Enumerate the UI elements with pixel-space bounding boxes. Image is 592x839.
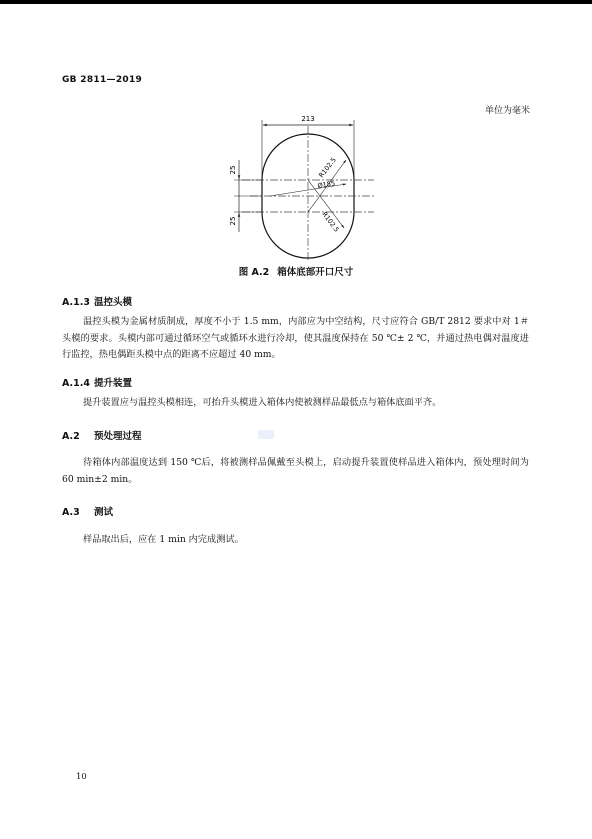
section-title: 温控头模 — [94, 297, 133, 308]
section-title: 提升装置 — [94, 378, 133, 389]
caption-number: 图 A.2 — [238, 267, 270, 278]
section-title: 预处理过程 — [94, 431, 142, 442]
top-offset-value: 25 — [229, 165, 237, 175]
bottom-opening-figure — [0, 0, 592, 300]
section-body: 提升装置应与温控头模相连，可抬升头模进入箱体内使被测样品最低点与箱体底面平齐。 — [83, 397, 442, 408]
section-heading — [62, 375, 132, 389]
width-value: 213 — [301, 115, 315, 123]
section-title: 测试 — [94, 507, 114, 518]
unit-note: 单位为毫米 — [484, 106, 530, 116]
bottom-offset-value: 25 — [229, 216, 237, 226]
section-number: A.3 — [62, 507, 80, 518]
section-number: A.1.4 — [62, 378, 90, 389]
section-body: 样品取出后，应在 1 min 内完成测试。 — [83, 534, 244, 545]
section-number: A.2 — [62, 431, 80, 442]
section-body: 待箱体内部温度达到 150 ℃后，将被测样品佩戴至头模上，启动提升装置使样品进入箱体内，预处理时间为 60 min±2 min。 — [62, 457, 529, 485]
watermark-logo — [258, 430, 274, 439]
section-number: A.1.3 — [62, 297, 90, 308]
section-body: 温控头模为金属材质制成，厚度不小于 1.5 mm，内部应为中空结构，尺寸应符合 GB/T 2812 要求中对 1＃头模的要求。头模内部可通过循环空气或循环水进行冷却，使其温度保持在 50 ℃± 2 ℃，并通过热电偶对温度进行监控，热电偶距头模中点的距离不应超过 40 mm。 — [62, 316, 529, 360]
standard-code: GB 2811—2019 — [62, 75, 143, 85]
section-heading — [62, 504, 113, 518]
section-heading — [62, 428, 142, 442]
caption-title: 箱体底部开口尺寸 — [277, 267, 354, 278]
radius-bottom-value: R102.5 — [320, 210, 341, 234]
page-number: 10 — [76, 772, 87, 782]
section-heading — [62, 294, 132, 308]
diameter-value: Ø185 — [317, 179, 336, 190]
radius-top-value: R102.5 — [317, 156, 338, 180]
figure-caption — [0, 264, 592, 278]
